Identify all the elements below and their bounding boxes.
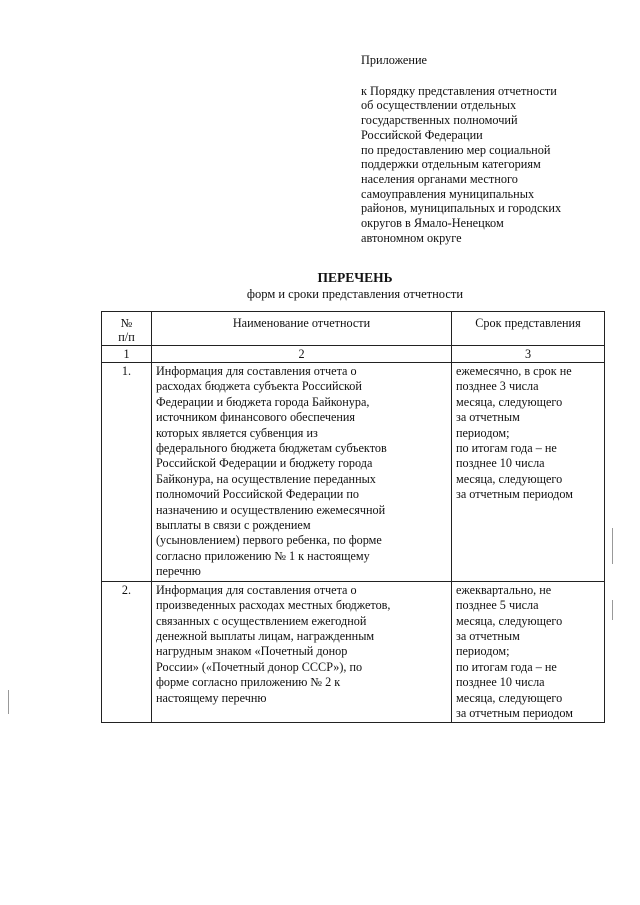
column-number-row xyxy=(102,346,605,363)
report-name-line: выплаты в связи с рождением xyxy=(156,518,311,533)
header-number-line2: п/п xyxy=(118,330,135,344)
report-name-line: Федерации и бюджета города Байконура, xyxy=(156,394,370,409)
report-name-line: России» («Почетный донор СССР»), по xyxy=(156,659,363,674)
table-body xyxy=(102,363,605,723)
appendix-line: автономном округе xyxy=(361,230,462,245)
report-name-line: нагрудным знаком «Почетный донор xyxy=(156,644,348,659)
report-name-line: настоящему перечню xyxy=(156,690,267,705)
appendix-line: самоуправления муниципальных xyxy=(361,186,535,201)
deadline-line: позднее 3 числа xyxy=(456,379,539,394)
header-name: Наименование отчетности xyxy=(152,312,452,346)
column-number-2: 2 xyxy=(152,346,452,363)
column-number-3: 3 xyxy=(452,346,605,363)
deadline-line: ежеквартально, не xyxy=(456,582,552,597)
header-number xyxy=(102,312,152,346)
report-name-line: Байконура, на осуществление переданных xyxy=(156,471,376,486)
report-name-line: (усыновлением) первого ребенка, по форме xyxy=(156,533,382,548)
report-name-line: перечню xyxy=(156,564,201,579)
appendix-line: поддержки отдельным категориям xyxy=(361,157,541,172)
deadline-line: позднее 10 числа xyxy=(456,675,545,690)
deadline-line: периодом; xyxy=(456,425,510,440)
appendix-line: к Порядку представления отчетности xyxy=(361,83,557,98)
deadline-line: за отчетным периодом xyxy=(456,705,573,720)
deadline-line: позднее 10 числа xyxy=(456,456,545,471)
appendix-line: об осуществлении отдельных xyxy=(361,98,517,113)
appendix-line: районов, муниципальных и городских xyxy=(361,201,562,216)
report-name-line: полномочий Российской Федерации по xyxy=(156,487,359,502)
scan-mark xyxy=(8,690,9,714)
appendix-line: населения органами местного xyxy=(361,171,518,186)
report-name-line: произведенных расходах местных бюджетов, xyxy=(156,598,391,613)
appendix-line: округов в Ямало-Ненецком xyxy=(361,216,504,231)
deadline-line: месяца, следующего xyxy=(456,394,563,409)
appendix-title: Приложение xyxy=(361,53,427,67)
appendix-line: по предоставлению мер социальной xyxy=(361,142,551,157)
deadline-line: периодом; xyxy=(456,644,510,659)
reporting-forms-table xyxy=(101,311,605,723)
report-name-line: согласно приложению № 1 к настоящему xyxy=(156,548,370,563)
report-name-line: федерального бюджета бюджетам субъектов xyxy=(156,441,387,456)
document-subtitle: форм и сроки представления отчетности xyxy=(246,287,464,301)
appendix-line: Российской Федерации xyxy=(361,127,483,142)
scan-mark xyxy=(612,528,613,564)
table-row xyxy=(102,581,605,723)
report-name-line: денежной выплаты лицам, награжденным xyxy=(156,628,375,643)
deadline-line: месяца, следующего xyxy=(456,690,563,705)
deadline-line: месяца, следующего xyxy=(456,613,563,628)
appendix-line: государственных полномочий xyxy=(361,113,518,128)
row-number: 1. xyxy=(102,363,152,582)
report-name-line: Информация для составления отчета о xyxy=(156,582,357,597)
deadline-line: по итогам года – не xyxy=(456,659,557,674)
header-number-line1: № xyxy=(120,316,133,330)
scan-mark xyxy=(612,600,613,620)
report-name-line: связанных с осуществлением ежегодной xyxy=(156,613,367,628)
deadline-line: за отчетным xyxy=(456,628,520,643)
deadline-line: месяца, следующего xyxy=(456,471,563,486)
deadline-cell xyxy=(452,363,605,582)
report-name-line: Российской Федерации и бюджету города xyxy=(156,456,373,471)
column-number-1: 1 xyxy=(102,346,152,363)
deadline-line: за отчетным периодом xyxy=(456,487,573,502)
report-name-cell xyxy=(152,581,452,723)
report-name-line: которых является субвенция из xyxy=(156,425,318,440)
report-name-line: Информация для составления отчета о xyxy=(156,364,357,378)
appendix-lines xyxy=(361,84,621,246)
report-name-line: назначению и осуществлению ежемесячной xyxy=(156,502,386,517)
table-header-row xyxy=(102,312,605,346)
report-name-line: форме согласно приложению № 2 к xyxy=(156,675,341,690)
report-name-cell xyxy=(152,363,452,582)
header-deadline: Срок представления xyxy=(452,312,605,346)
deadline-cell xyxy=(452,581,605,723)
appendix-block xyxy=(361,53,621,245)
report-name-line: источником финансового обеспечения xyxy=(156,410,356,425)
report-name-line: расходах бюджета субъекта Российской xyxy=(156,379,362,394)
row-number: 2. xyxy=(102,581,152,723)
deadline-line: за отчетным xyxy=(456,410,520,425)
document-title: ПЕРЕЧЕНЬ xyxy=(317,270,393,285)
deadline-line: позднее 5 числа xyxy=(456,598,539,613)
deadline-line: по итогам года – не xyxy=(456,441,557,456)
deadline-line: ежемесячно, в срок не xyxy=(456,364,572,378)
table-row xyxy=(102,363,605,582)
